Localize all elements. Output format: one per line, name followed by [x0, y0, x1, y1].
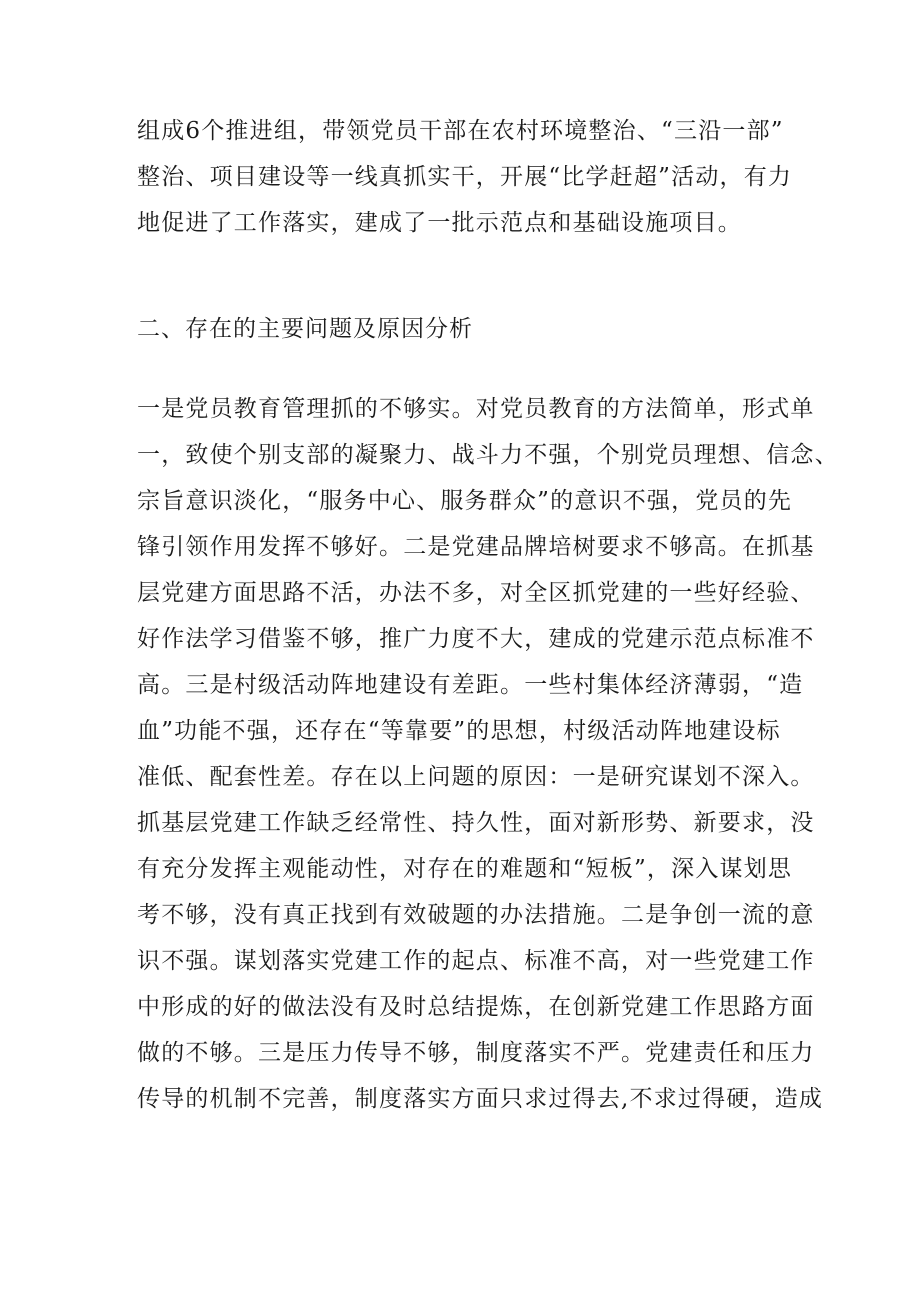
paragraph-2-line-6: 好作法学习借鉴不够，推广力度不大，建成的党建示范点标准不 [137, 626, 815, 652]
paragraph-2-line-8: 血”功能不强，还存在“等靠要”的思想，村级活动阵地建设标 [137, 718, 781, 744]
paragraph-2-line-12: 考不够，没有真正找到有效破题的办法措施。二是争创一流的意 [137, 902, 815, 928]
paragraph-2-line-1: 一是党员教育管理抓的不够实。对党员教育的方法简单，形式单 [137, 396, 815, 422]
paragraph-2-line-3: 宗旨意识淡化，“服务中心、服务群众”的意识不强，党员的先 [137, 488, 793, 514]
paragraph-2-line-7: 高。三是村级活动阵地建设有差距。一些村集体经济薄弱，“造 [137, 672, 804, 698]
paragraph-2-line-4: 锋引领作用发挥不够好。二是党建品牌培树要求不够高。在抓基 [137, 534, 815, 560]
paragraph-2-line-9: 准低、配套性差。存在以上问题的原因：一是研究谋划不深入。 [137, 764, 815, 790]
paragraph-1-line-2: 整治、项目建设等一线真抓实干，开展“比学赶超”活动，有力 [137, 164, 793, 190]
paragraph-2-line-2: 一，致使个别支部的凝聚力、战斗力不强，个别党员理想、信念、 [137, 442, 839, 468]
paragraph-2-line-5: 层党建方面思路不活，办法不多，对全区抓党建的一些好经验、 [137, 580, 815, 606]
section-heading: 二、存在的主要问题及原因分析 [137, 316, 473, 342]
paragraph-2-line-10: 抓基层党建工作缺乏经常性、持久性，面对新形势、新要求，没 [137, 810, 815, 836]
paragraph-1-line-3: 地促进了工作落实，建成了一批示范点和基础设施项目。 [137, 210, 742, 236]
paragraph-2-line-14: 中形成的好的做法没有及时总结提炼，在创新党建工作思路方面 [137, 994, 815, 1020]
paragraph-2-line-11: 有充分发挥主观能动性，对存在的难题和“短板”，深入谋划思 [137, 856, 793, 882]
paragraph-2-line-15: 做的不够。三是压力传导不够，制度落实不严。党建责任和压力 [137, 1040, 815, 1066]
paragraph-2-line-13: 识不强。谋划落实党建工作的起点、标准不高，对一些党建工作 [137, 948, 815, 974]
paragraph-1-line-1: 组成6个推进组，带领党员干部在农村环境整治、“三沿一部” [137, 118, 784, 144]
paragraph-2-line-16: 传导的机制不完善，制度落实方面只求过得去,不求过得硬，造成 [137, 1086, 824, 1112]
